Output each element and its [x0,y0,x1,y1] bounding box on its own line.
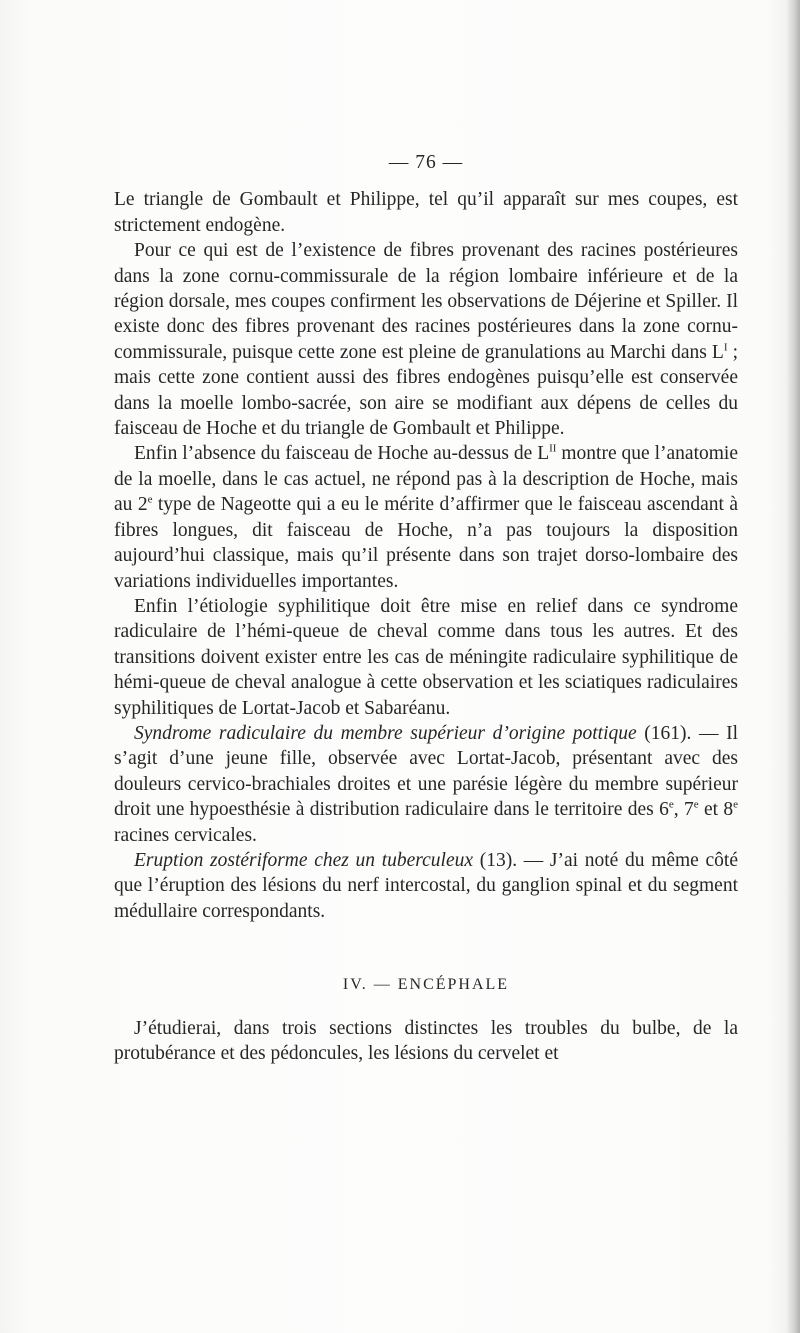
paragraph-4: Enfin l’étiologie syphilitique doit être mise en relief dans ce syndrome radiculaire de l’hémi-queue de cheval comme dans tous les autres. Et des transitions doivent exister entre les cas de méningite radiculaire syphilitique de hémi-queue de cheval analogue à cette observation et les sciatiques radiculaires syphilitiques de Lortat-Jacob et Sabaréanu. [114,595,738,719]
paragraph-3-rest: type de Nageotte qui a eu le mérite d’affirmer que le faisceau ascendant à fibres longues, dit faisceau de Hoche, n’a pas toujours la disposition aujourd’hui classique, mais qu’il présente dans son trajet dorso-lombaire des variations individuelles importantes. [114,494,738,592]
paragraph-1: Le triangle de Gombault et Philippe, tel qu’il apparaît sur mes coupes, est strictement endogène. [114,189,738,236]
paragraph-5-b: , 7 [673,799,694,821]
paragraph-5-d: racines cervicales. [114,824,257,846]
paragraph-5-a: (161). — Il s’agit d’une jeune fille, observée avec Lortat-Jacob, présentant avec des douleurs cervico-brachiales droites et une parésie légère du membre supérieur droit une hypoesthésie à distribution radiculaire dans le territoire des 6 [114,722,738,821]
page-number: — 76 — [388,152,464,173]
paragraph-2-rest: ; mais cette zone contient aussi des fibres endogènes puisqu’elle est conservée dans la moelle lombo-sacrée, son aire se modifiant aux dépens de celles du faisceau de Hoche et du triangle de Gombault et Philippe. [114,341,738,440]
superscript-l2: II [549,442,557,455]
paragraph-6-title: Eruption zostériforme chez un tuberculeux [134,849,474,871]
paragraph-5-c: et 8 [698,799,734,821]
superscript-2e: e [147,493,153,506]
paragraph-6-rest: (13). — J’ai noté du même côté que l’éruption des lésions du nerf intercostal, du ganglion spinal et du segment médullaire correspondants. [114,849,738,922]
section-heading: IV. — ENCÉPHALE [342,976,510,994]
superscript-8e: e [733,798,739,811]
paragraph-3-text: Enfin l’absence du faisceau de Hoche au-dessus de L [134,443,550,465]
page-text [114,150,738,1066]
paragraph-5-title: Syndrome radiculaire du membre supérieur d’origine pottique [134,722,637,744]
paragraph-3 [114,441,738,593]
paragraph-2 [114,238,738,441]
paragraph-6 [114,848,738,924]
superscript-7e: e [693,798,699,811]
paragraph-7: J’étudierai, dans trois sections distinctes les troubles du bulbe, de la protubérance et des pédoncules, les lésions du cervelet et [114,1017,738,1064]
paragraph-2-text: Pour ce qui est de l’existence de fibres provenant des racines postérieures dans la zone cornu-commissurale de la région lombaire inférieure et de la région dorsale, mes coupes confirment les observations de Déjerine et Spiller. Il existe donc des fibres provenant des racines postérieures dans la zone cornu-commissurale, puisque cette zone est pleine de granulations au Marchi dans L [114,240,738,363]
paragraph-5 [114,721,738,848]
superscript-6e: e [668,798,674,811]
page-edge-shadow [786,0,800,1333]
superscript-l1: I [723,341,728,354]
paragraph-3-mid: montre que l’anatomie de la moelle, dans le cas actuel, ne répond pas à la description de Hoche, mais au 2 [114,443,738,516]
